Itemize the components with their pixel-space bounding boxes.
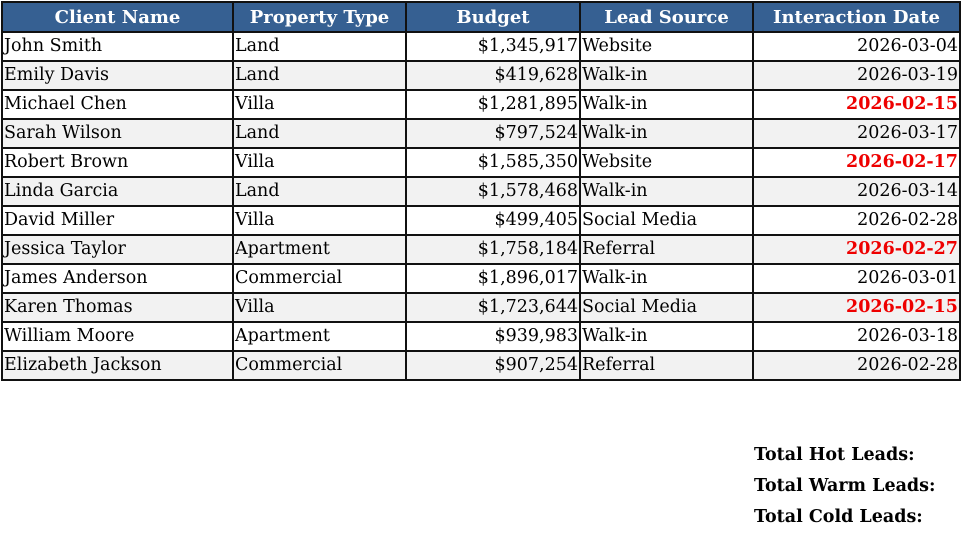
header-property-type[interactable]: Property Type: [233, 2, 406, 32]
table-row: [2, 264, 960, 293]
table-row: [2, 235, 960, 264]
table-row: [2, 177, 960, 206]
table-row: [2, 351, 960, 380]
budget-cell[interactable]: $1,585,350: [406, 148, 580, 177]
total-warm-leads-label[interactable]: Total Warm Leads:: [754, 476, 936, 496]
table-row: [2, 148, 960, 177]
lead-source-cell[interactable]: Referral: [580, 351, 753, 380]
table-row: [2, 90, 960, 119]
client-name-cell[interactable]: Linda Garcia: [2, 177, 233, 206]
header-lead-source[interactable]: Lead Source: [580, 2, 753, 32]
lead-source-cell[interactable]: Referral: [580, 235, 753, 264]
lead-source-cell[interactable]: Walk-in: [580, 264, 753, 293]
budget-cell[interactable]: $1,723,644: [406, 293, 580, 322]
budget-cell[interactable]: $1,758,184: [406, 235, 580, 264]
client-name-cell[interactable]: Elizabeth Jackson: [2, 351, 233, 380]
header-interaction-date[interactable]: Interaction Date: [753, 2, 960, 32]
budget-cell[interactable]: $499,405: [406, 206, 580, 235]
interaction-date-cell[interactable]: 2026-03-04: [753, 32, 960, 61]
client-name-cell[interactable]: James Anderson: [2, 264, 233, 293]
table-row: [2, 322, 960, 351]
interaction-date-cell[interactable]: 2026-02-15: [753, 90, 960, 119]
property-type-cell[interactable]: Land: [233, 119, 406, 148]
property-type-cell[interactable]: Land: [233, 177, 406, 206]
interaction-date-cell[interactable]: 2026-03-18: [753, 322, 960, 351]
header-client-name[interactable]: Client Name: [2, 2, 233, 32]
interaction-date-cell[interactable]: 2026-02-15: [753, 293, 960, 322]
budget-cell[interactable]: $1,896,017: [406, 264, 580, 293]
property-type-cell[interactable]: Apartment: [233, 322, 406, 351]
budget-cell[interactable]: $1,578,468: [406, 177, 580, 206]
lead-source-cell[interactable]: Social Media: [580, 293, 753, 322]
lead-source-cell[interactable]: Walk-in: [580, 119, 753, 148]
budget-cell[interactable]: $1,345,917: [406, 32, 580, 61]
client-name-cell[interactable]: William Moore: [2, 322, 233, 351]
lead-source-cell[interactable]: Walk-in: [580, 90, 753, 119]
lead-source-cell[interactable]: Walk-in: [580, 61, 753, 90]
interaction-date-cell[interactable]: 2026-02-27: [753, 235, 960, 264]
client-name-cell[interactable]: Michael Chen: [2, 90, 233, 119]
interaction-date-cell[interactable]: 2026-03-01: [753, 264, 960, 293]
lead-source-cell[interactable]: Walk-in: [580, 177, 753, 206]
table-row: [2, 119, 960, 148]
total-cold-leads-label[interactable]: Total Cold Leads:: [754, 507, 923, 527]
property-type-cell[interactable]: Land: [233, 32, 406, 61]
interaction-date-cell[interactable]: 2026-02-28: [753, 351, 960, 380]
client-name-cell[interactable]: Karen Thomas: [2, 293, 233, 322]
table-row: [2, 32, 960, 61]
total-hot-leads-label[interactable]: Total Hot Leads:: [754, 445, 915, 465]
budget-cell[interactable]: $419,628: [406, 61, 580, 90]
table-row: [2, 206, 960, 235]
lead-source-cell[interactable]: Website: [580, 32, 753, 61]
lead-summary: [754, 440, 935, 533]
lead-source-cell[interactable]: Website: [580, 148, 753, 177]
property-type-cell[interactable]: Apartment: [233, 235, 406, 264]
budget-cell[interactable]: $797,524: [406, 119, 580, 148]
property-type-cell[interactable]: Villa: [233, 206, 406, 235]
client-name-cell[interactable]: Robert Brown: [2, 148, 233, 177]
interaction-date-cell[interactable]: 2026-03-14: [753, 177, 960, 206]
property-type-cell[interactable]: Commercial: [233, 264, 406, 293]
interaction-date-cell[interactable]: 2026-03-19: [753, 61, 960, 90]
header-budget[interactable]: Budget: [406, 2, 580, 32]
table-row: [2, 61, 960, 90]
property-type-cell[interactable]: Villa: [233, 148, 406, 177]
interaction-date-cell[interactable]: 2026-03-17: [753, 119, 960, 148]
budget-cell[interactable]: $1,281,895: [406, 90, 580, 119]
interaction-date-cell[interactable]: 2026-02-17: [753, 148, 960, 177]
lead-source-cell[interactable]: Walk-in: [580, 322, 753, 351]
client-name-cell[interactable]: Jessica Taylor: [2, 235, 233, 264]
client-name-cell[interactable]: Sarah Wilson: [2, 119, 233, 148]
interaction-date-cell[interactable]: 2026-02-28: [753, 206, 960, 235]
budget-cell[interactable]: $907,254: [406, 351, 580, 380]
lead-source-cell[interactable]: Social Media: [580, 206, 753, 235]
client-name-cell[interactable]: John Smith: [2, 32, 233, 61]
table-row: [2, 293, 960, 322]
client-name-cell[interactable]: David Miller: [2, 206, 233, 235]
header-row: [2, 2, 960, 32]
property-type-cell[interactable]: Commercial: [233, 351, 406, 380]
client-name-cell[interactable]: Emily Davis: [2, 61, 233, 90]
leads-table: [1, 1, 961, 381]
budget-cell[interactable]: $939,983: [406, 322, 580, 351]
property-type-cell[interactable]: Villa: [233, 90, 406, 119]
property-type-cell[interactable]: Land: [233, 61, 406, 90]
property-type-cell[interactable]: Villa: [233, 293, 406, 322]
